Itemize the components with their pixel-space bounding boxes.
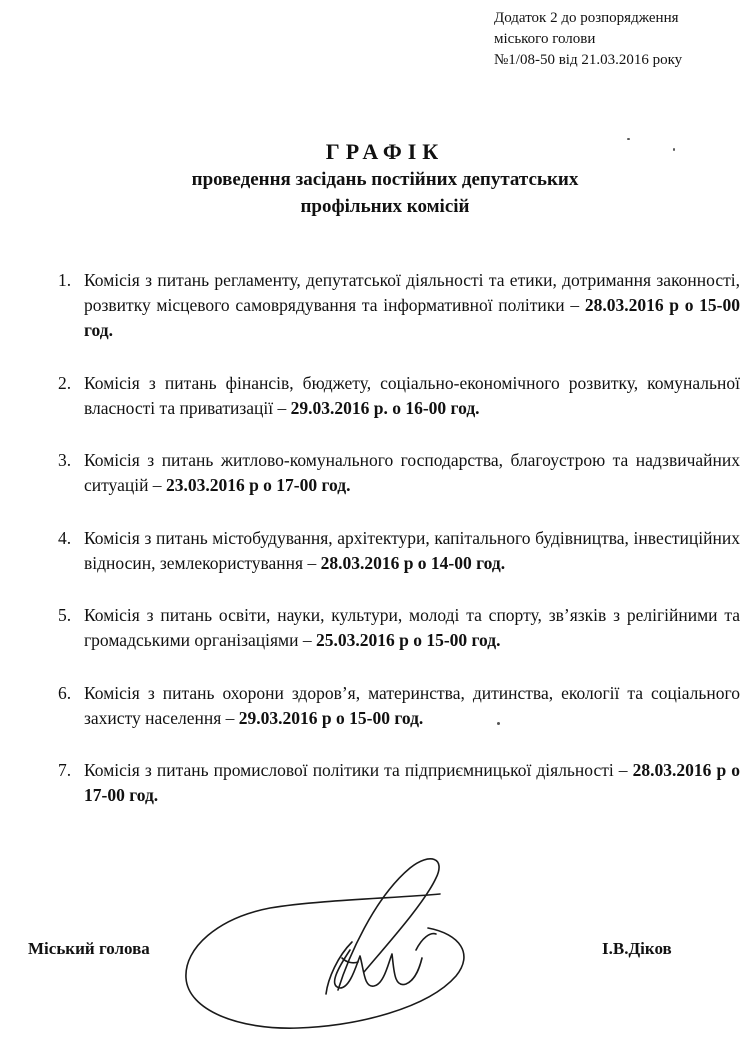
item-text (84, 681, 740, 731)
item-number: 5. (58, 605, 72, 625)
list-item (58, 448, 740, 498)
list-item (58, 603, 740, 653)
scan-speck (673, 148, 675, 151)
list-item (58, 371, 740, 421)
item-description: Комісія з питань містобудування, архітектури, капітального будівництва, інвестиційних відносин, землекористування – (84, 528, 740, 573)
item-text (84, 448, 740, 498)
document-subtitle-line-2: профільних комісій (300, 196, 470, 217)
item-description: Комісія з питань освіти, науки, культури, молоді та спорту, зв’язків з релігійними та громадськими організаціями – (84, 605, 740, 650)
signer-title: Міський голова (28, 939, 150, 958)
item-text (84, 758, 740, 808)
list-item (58, 268, 740, 343)
item-description: Комісія з питань промислової політики та підприємницької діяльності – (84, 760, 628, 780)
addendum-note (494, 8, 744, 71)
list-item (58, 681, 740, 731)
item-description: Комісія з питань регламенту, депутатської діяльності та етики, дотримання законності, розвитку місцевого самоврядування та інформативної політики – (84, 270, 740, 315)
item-date-time: 28.03.2016 р о 15-00 год. (84, 295, 740, 340)
scan-speck (627, 138, 630, 140)
addendum-line-1: Додаток 2 до розпорядження (494, 10, 679, 26)
item-description: Комісія з питань охорони здоров’я, материнства, дитинства, екології та соціального захисту населення – (84, 683, 740, 728)
item-text (84, 526, 740, 576)
item-number: 7. (58, 760, 72, 780)
item-description: Комісія з питань житлово-комунального господарства, благоустрою та надзвичайних ситуацій – (84, 450, 740, 495)
item-date-time: 29.03.2016 р. о 16-00 год. (290, 398, 480, 418)
document-title: ГРАФІК (325, 139, 445, 164)
item-number: 4. (58, 528, 72, 548)
list-item (58, 758, 740, 808)
signature-row (0, 935, 750, 975)
addendum-line-3: №1/08-50 від 21.03.2016 року (494, 52, 683, 68)
item-text (84, 603, 740, 653)
item-date-time: 23.03.2016 р о 17-00 год. (165, 475, 351, 495)
addendum-line-2: міського голови (494, 31, 596, 47)
item-text (84, 268, 740, 343)
item-number: 2. (58, 373, 72, 393)
commission-schedule-list (58, 268, 740, 808)
signer-name: І.В.Діков (602, 939, 672, 958)
item-description: Комісія з питань фінансів, бюджету, соціально-економічного розвитку, комунальної власності та приватизації – (84, 373, 740, 418)
item-date-time: 28.03.2016 р о 14-00 год. (320, 553, 506, 573)
item-number: 3. (58, 450, 72, 470)
item-number: 1. (58, 270, 72, 290)
item-date-time: 25.03.2016 р о 15-00 год. (315, 630, 501, 650)
item-number: 6. (58, 683, 72, 703)
document-subtitle-line-1: проведення засідань постійних депутатських (191, 169, 579, 190)
title-block (0, 138, 750, 220)
list-item (58, 526, 740, 576)
item-date-time: 28.03.2016 р о 17-00 год. (84, 760, 741, 805)
scan-speck (497, 722, 500, 725)
item-date-time: 29.03.2016 р о 15-00 год. (238, 708, 424, 728)
item-text (84, 371, 740, 421)
